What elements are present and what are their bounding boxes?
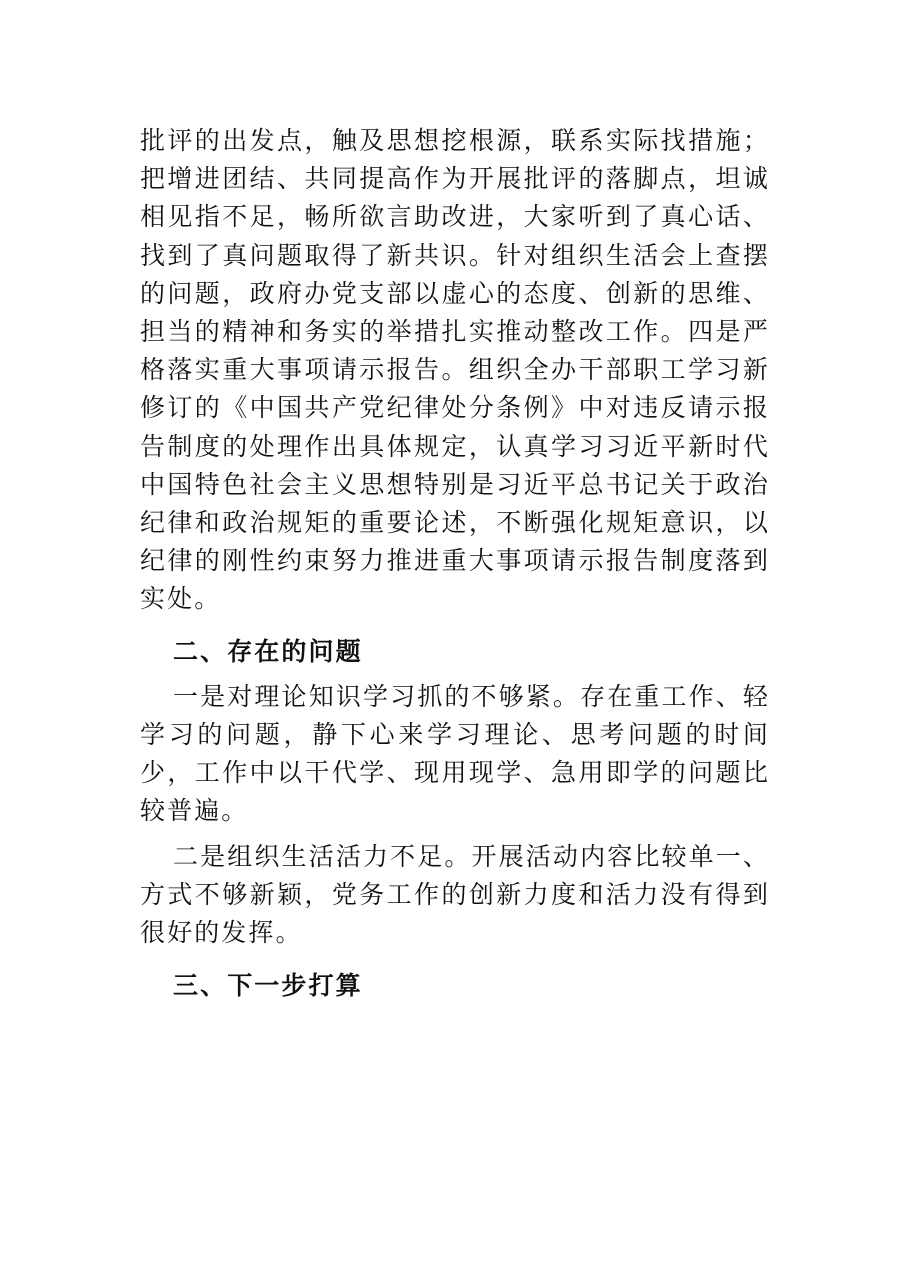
section-heading-problems: 二、存在的问题 bbox=[173, 636, 363, 666]
body-paragraph-problem-1: 一是对理论知识学习抓的不够紧。存在重工作、轻学习的问题，静下心来学习理论、思考问题的时间少，工作中以干代学、现用现学、急用即学的问题比较普遍。 bbox=[140, 681, 770, 826]
section-heading-next-steps: 三、下一步打算 bbox=[173, 971, 363, 1001]
body-paragraph-continuation: 批评的出发点，触及思想挖根源，联系实际找措施；把增进团结、共同提高作为开展批评的落脚点，坦诚相见指不足，畅所欲言助改进，大家听到了真心话、找到了真问题取得了新共识。针对组织生活会上查摆的问题，政府办党支部以虚心的态度、创新的思维、担当的精神和务实的举措扎实推动整改工作。四是严格落实重大事项请示报告。组织全办干部职工学习新修订的《中国共产党纪律处分条例》中对违反请示报告制度的处理作出具体规定，认真学习习近平新时代中国特色社会主义思想特别是习近平总书记关于政治纪律和政治规矩的重要论述，不断强化规矩意识，以纪律的刚性约束努力推进重大事项请示报告制度落到实处。 bbox=[140, 126, 770, 614]
body-paragraph-problem-2: 二是组织生活活力不足。开展活动内容比较单一、方式不够新颖，党务工作的创新力度和活力没有得到很好的发挥。 bbox=[140, 841, 770, 948]
document-page bbox=[140, 122, 770, 1005]
